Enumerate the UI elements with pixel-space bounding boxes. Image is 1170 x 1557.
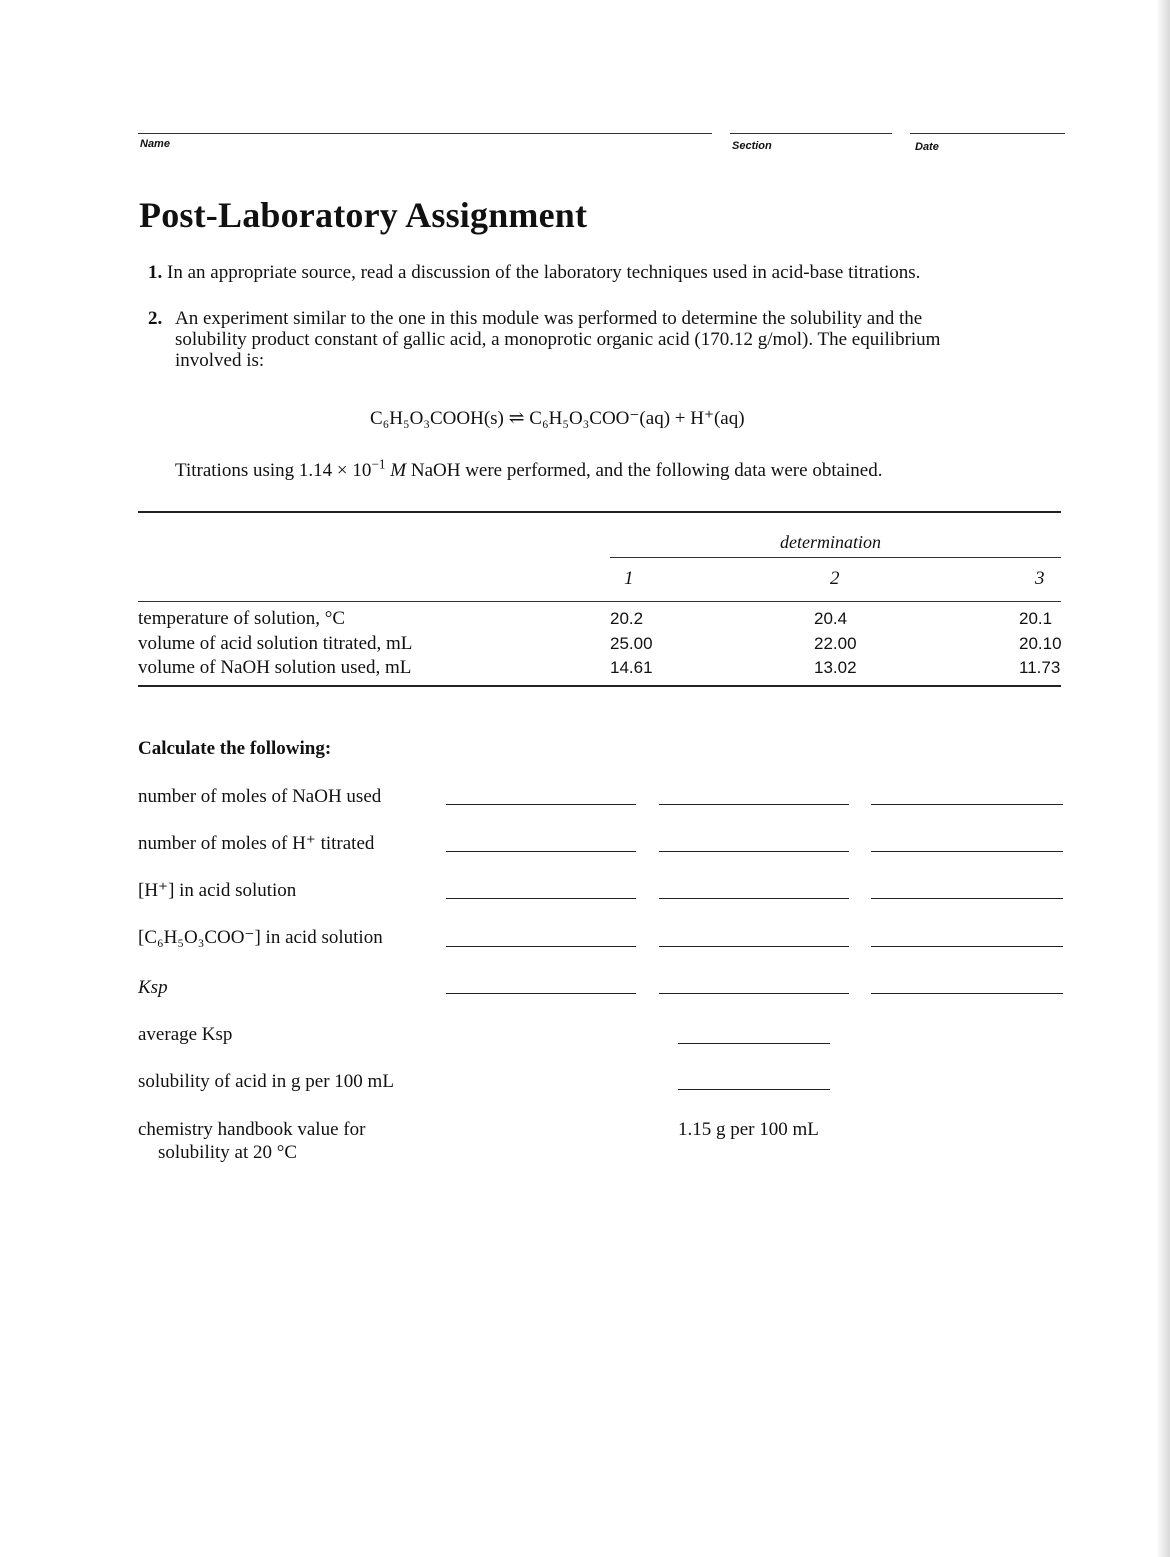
answer-blank[interactable] bbox=[659, 993, 849, 994]
answer-blank[interactable] bbox=[446, 851, 636, 852]
answer-blank[interactable] bbox=[871, 804, 1063, 805]
question-1-text: In an appropriate source, read a discussion of the laboratory techniques used in acid-base titrations. bbox=[167, 262, 921, 283]
table-row-label: volume of acid solution titrated, mL bbox=[138, 632, 413, 654]
table-top-rule bbox=[138, 511, 1061, 513]
titration-exponent: −1 bbox=[371, 456, 386, 472]
calc-item-ksp: Ksp bbox=[138, 977, 168, 998]
table-cell: 13.02 bbox=[814, 658, 857, 677]
titration-molar-unit: M bbox=[390, 460, 407, 481]
question-2-number: 2. bbox=[148, 308, 163, 329]
answer-blank[interactable] bbox=[446, 804, 636, 805]
question-1 bbox=[148, 262, 1078, 283]
question-2-line-3: involved is: bbox=[175, 350, 265, 371]
solubility-blank[interactable] bbox=[678, 1089, 830, 1090]
equation-left: C₆H₅O₃COOH(s) bbox=[370, 408, 504, 429]
answer-blank[interactable] bbox=[659, 851, 849, 852]
average-ksp-label: average Ksp bbox=[138, 1024, 233, 1045]
table-cell: 11.73 bbox=[1019, 658, 1061, 677]
page-title: Post-Laboratory Assignment bbox=[139, 195, 588, 235]
table-bottom-rule bbox=[138, 685, 1061, 687]
table-row-label: temperature of solution, °C bbox=[138, 608, 346, 629]
question-1-number: 1. bbox=[148, 262, 163, 283]
question-2-line-1: An experiment similar to the one in this module was performed to determine the solubility and the bbox=[175, 308, 923, 329]
table-column-3-values bbox=[1019, 607, 1062, 681]
table-header-rule bbox=[138, 601, 1061, 602]
name-label: Name bbox=[140, 138, 170, 150]
average-ksp-blank[interactable] bbox=[678, 1043, 830, 1044]
table-column-1-values bbox=[610, 607, 653, 681]
handbook-label-line-1: chemistry handbook value for bbox=[138, 1119, 366, 1140]
titration-text-2: NaOH were performed, and the following data were obtained. bbox=[406, 460, 883, 481]
section-label: Section bbox=[732, 140, 772, 152]
date-line[interactable] bbox=[910, 133, 1065, 134]
table-group-rule bbox=[610, 557, 1061, 558]
table-cell: 20.2 bbox=[610, 609, 644, 628]
column-header-2: 2 bbox=[830, 568, 840, 589]
titration-sentence bbox=[175, 456, 883, 481]
table-row-label: volume of NaOH solution used, mL bbox=[138, 657, 412, 678]
section-line[interactable] bbox=[730, 133, 892, 134]
table-cell: 20.4 bbox=[814, 609, 848, 628]
handbook-label-line-2: solubility at 20 °C bbox=[158, 1142, 298, 1163]
equation-right: C₆H₅O₃COO⁻(aq) + H⁺(aq) bbox=[529, 408, 745, 429]
titration-text-1: Titrations using 1.14 × 10 bbox=[175, 460, 372, 481]
date-label: Date bbox=[915, 141, 939, 153]
answer-blank[interactable] bbox=[446, 946, 636, 947]
table-cell: 20.1 bbox=[1019, 609, 1053, 628]
equilibrium-arrow-icon: ⇌ bbox=[508, 408, 525, 429]
table-group-header: determination bbox=[780, 532, 881, 552]
calc-item-moles-h: number of moles of H⁺ titrated bbox=[138, 833, 375, 854]
answer-blank[interactable] bbox=[871, 993, 1063, 994]
calc-heading: Calculate the following: bbox=[138, 738, 332, 759]
page-edge-shadow bbox=[1156, 0, 1170, 1557]
table-cell: 25.00 bbox=[610, 633, 653, 653]
calc-item-moles-naoh: number of moles of NaOH used bbox=[138, 786, 382, 807]
answer-blank[interactable] bbox=[659, 804, 849, 805]
calc-item-h-conc: [H⁺] in acid solution bbox=[138, 880, 297, 901]
handbook-value: 1.15 g per 100 mL bbox=[678, 1119, 819, 1140]
answer-blank[interactable] bbox=[446, 993, 636, 994]
answer-blank[interactable] bbox=[871, 946, 1063, 947]
solubility-label: solubility of acid in g per 100 mL bbox=[138, 1071, 394, 1092]
calc-item-anion-conc: [C₆H₅O₃COO⁻] in acid solution bbox=[138, 927, 383, 948]
answer-blank[interactable] bbox=[446, 898, 636, 899]
table-cell: 14.61 bbox=[610, 658, 653, 677]
table-column-2-values bbox=[814, 607, 857, 681]
table-row-labels bbox=[138, 607, 412, 681]
question-2-line-2: solubility product constant of gallic acid, a monoprotic organic acid (170.12 g/mol). The equilibrium bbox=[175, 329, 941, 350]
answer-blank[interactable] bbox=[659, 946, 849, 947]
table-cell: 20.10 bbox=[1019, 633, 1062, 653]
answer-blank[interactable] bbox=[871, 851, 1063, 852]
answer-blank[interactable] bbox=[871, 898, 1063, 899]
column-header-1: 1 bbox=[624, 568, 634, 589]
equilibrium-equation bbox=[370, 408, 745, 429]
column-header-3: 3 bbox=[1035, 568, 1045, 589]
name-line[interactable] bbox=[138, 133, 712, 134]
answer-blank[interactable] bbox=[659, 898, 849, 899]
table-cell: 22.00 bbox=[814, 633, 857, 653]
